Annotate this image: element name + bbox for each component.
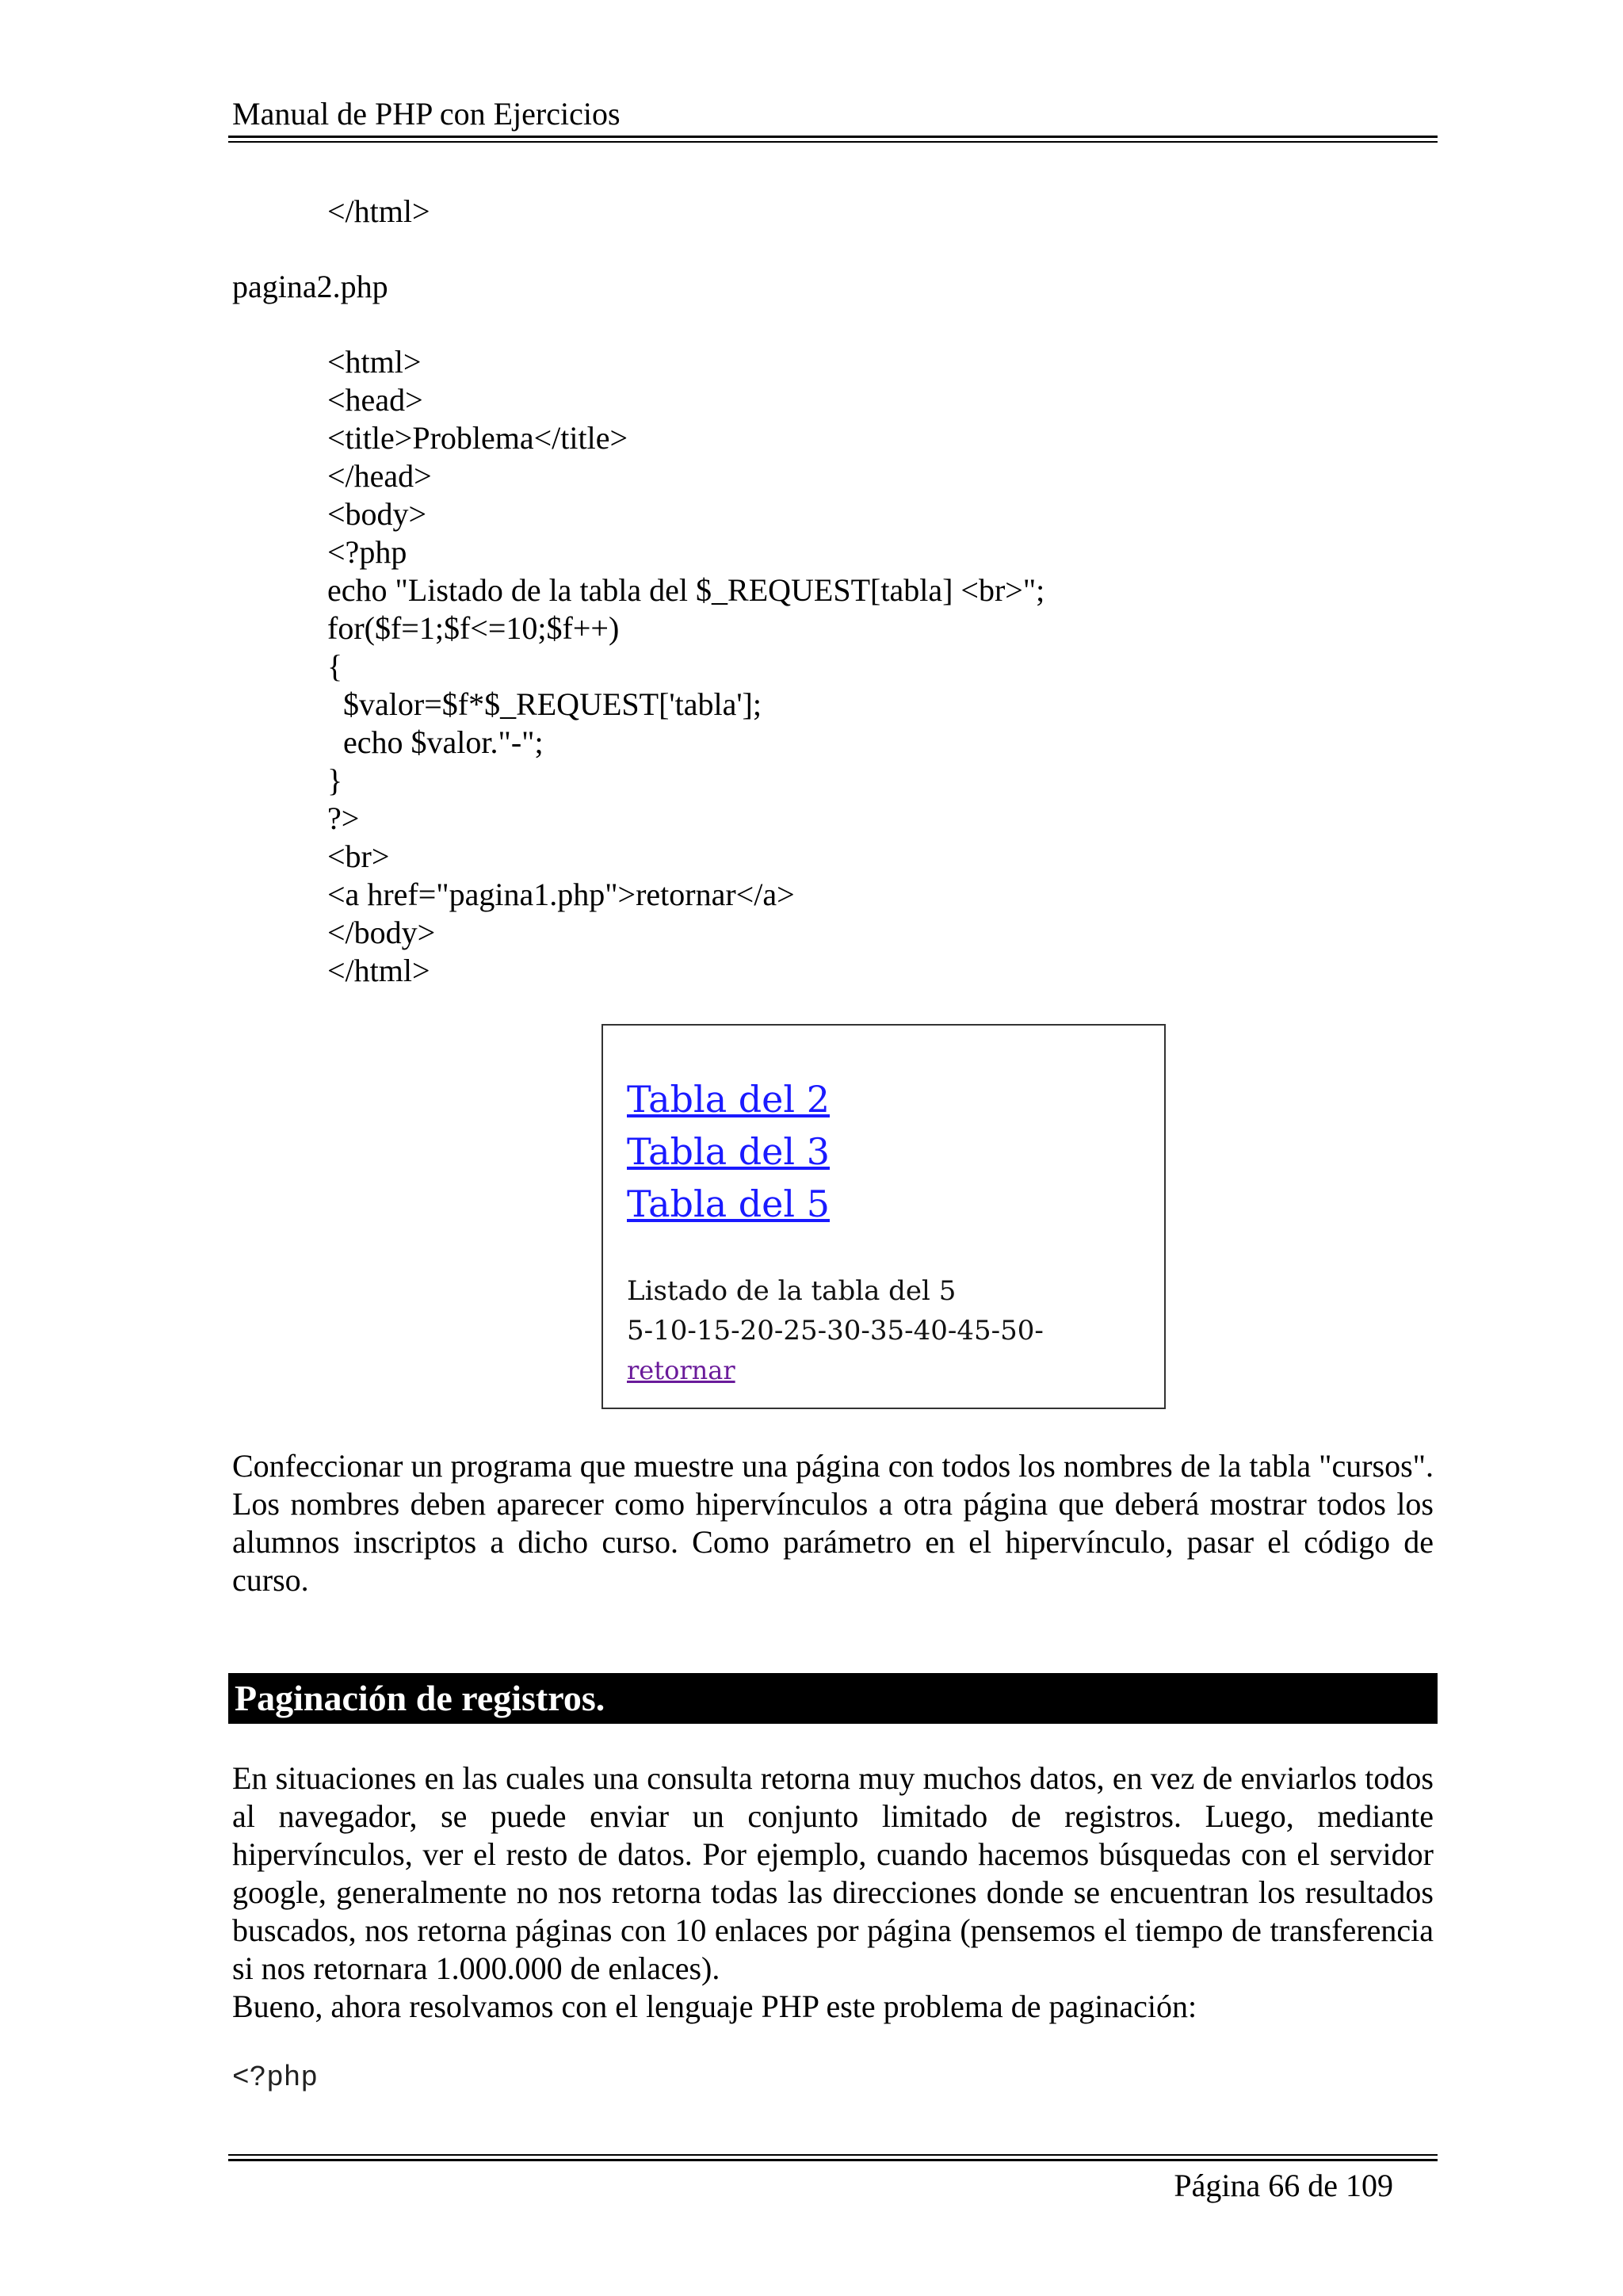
browser-output-screenshot [601, 1024, 1166, 1409]
code-line: </body> [327, 915, 436, 950]
footer-rule [228, 2154, 1438, 2161]
section-title: Paginación de registros. [235, 1678, 605, 1718]
code-line: <html> [327, 344, 422, 380]
code-block [327, 343, 1044, 990]
code-line: <?php [327, 534, 407, 570]
code-line: <head> [327, 382, 423, 418]
page-header-title: Manual de PHP con Ejercicios [232, 96, 621, 132]
output-values: 5-10-15-20-25-30-35-40-45-50- [627, 1315, 1044, 1347]
code-start: <?php [232, 2061, 319, 2094]
code-line: echo $valor."-"; [327, 724, 544, 760]
link-tabla-5[interactable]: Tabla del 5 [627, 1182, 831, 1225]
code-line: for($f=1;$f<=10;$f++) [327, 610, 620, 646]
code-line: $valor=$f*$_REQUEST['tabla']; [327, 686, 762, 722]
code-line: { [327, 648, 343, 684]
code-line: <body> [327, 496, 427, 532]
return-link[interactable]: retornar [627, 1355, 735, 1385]
link-tabla-2[interactable]: Tabla del 2 [627, 1078, 831, 1121]
page-number: Página 66 de 109 [1174, 2168, 1393, 2203]
code-line: ?> [327, 800, 360, 836]
section-heading-bar [228, 1673, 1438, 1724]
code-line: <a href="pagina1.php">retornar</a> [327, 877, 795, 912]
section-paragraph: En situaciones en las cuales una consulta retorna muy muchos datos, en vez de enviarlos todos al navegador, se puede enviar un conjunto limitado de registros. Luego, mediante hipervínculos, ver el resto de datos. Por ejemplo, cuando hacemos búsquedas con el servidor google, generalmente no nos retorna todas las direcciones donde se encuentran los resultados buscados, nos retorna páginas con 10 enlaces por página (pensemos el tiempo de transferencia si nos retornara 1.000.000 de enlaces). [232, 1760, 1434, 1986]
code-line: </head> [327, 458, 432, 494]
exercise-paragraph: Confeccionar un programa que muestre una página con todos los nombres de la tabla "cursos". Los nombres deben aparecer como hipervínculos a otra página que deberá mostrar todos los alumnos inscriptos a dicho curso. Como parámetro en el hipervínculo, pasar el código de curso. [232, 1448, 1434, 1598]
code-prev-end: </html> [327, 193, 430, 229]
file-label: pagina2.php [232, 269, 388, 304]
code-line: </html> [327, 953, 430, 988]
code-line: } [327, 762, 343, 798]
code-line: <title>Problema</title> [327, 420, 628, 456]
header-rule [228, 136, 1438, 143]
link-tabla-3[interactable]: Tabla del 3 [627, 1130, 831, 1173]
code-line: echo "Listado de la tabla del $_REQUEST[tabla] <br>"; [327, 572, 1045, 608]
output-title: Listado de la tabla del 5 [627, 1275, 957, 1307]
section-paragraph-2: Bueno, ahora resolvamos con el lenguaje PHP este problema de paginación: [232, 1988, 1197, 2024]
code-line: <br> [327, 839, 390, 874]
